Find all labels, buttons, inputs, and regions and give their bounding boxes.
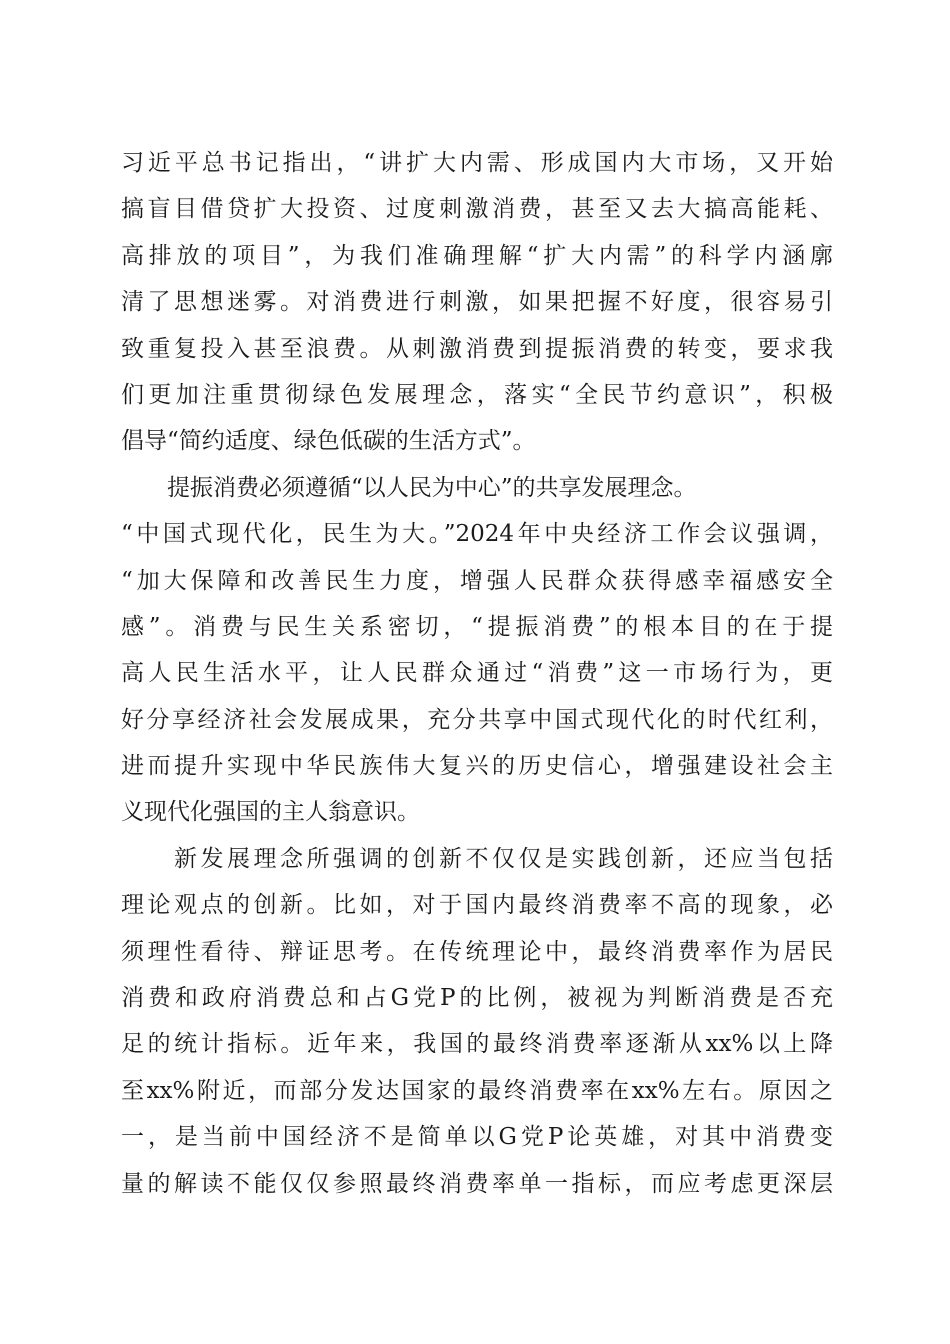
- paragraph-2-line-5: 高人民生活水平，让人民群众通过“消费”这一市场行为，更: [121, 660, 833, 687]
- paragraph-2-line-2: “中国式现代化，民生为大。”2024年中央经济工作会议强调，: [121, 521, 833, 548]
- paragraph-1-line-2: 搞盲目借贷扩大投资、过度刺激消费，甚至又去大搞高能耗、: [121, 196, 833, 223]
- paragraph-1-line-5: 致重复投入甚至浪费。从刺激消费到提振消费的转变，要求我: [121, 335, 833, 362]
- paragraph-3-line-8: 量的解读不能仅仅参照最终消费率单一指标，而应考虑更深层: [121, 1170, 833, 1197]
- paragraph-3-line-3: 须理性看待、辩证思考。在传统理论中，最终消费率作为居民: [121, 938, 833, 965]
- paragraph-1-line-6: 们更加注重贯彻绿色发展理念，落实“全民节约意识”，积极: [121, 381, 833, 408]
- paragraph-1-line-3: 高排放的项目”，为我们准确理解“扩大内需”的科学内涵廓: [121, 242, 833, 269]
- paragraph-2-line-7: 进而提升实现中华民族伟大复兴的历史信心，增强建设社会主: [121, 753, 833, 780]
- paragraph-2-line-3: “加大保障和改善民生力度，增强人民群众获得感幸福感安全: [121, 567, 833, 594]
- paragraph-3-line-7: 一，是当前中国经济不是简单以G党P论英雄，对其中消费变: [121, 1124, 833, 1151]
- paragraph-3-line-6: 至xx%附近，而部分发达国家的最终消费率在xx%左右。原因之: [121, 1077, 833, 1104]
- paragraph-1-line-7: 倡导“简约适度、绿色低碳的生活方式”。: [121, 428, 536, 455]
- paragraph-1-line-4: 清了思想迷雾。对消费进行刺激，如果把握不好度，很容易引: [121, 289, 833, 316]
- paragraph-3-line-2: 理论观点的创新。比如，对于国内最终消费率不高的现象，必: [121, 892, 833, 919]
- paragraph-2-line-1: 提振消费必须遵循“以人民为中心”的共享发展理念。: [121, 474, 697, 501]
- paragraph-2-line-4: 感”。消费与民生关系密切，“提振消费”的根本目的在于提: [121, 613, 833, 640]
- paragraph-2-line-8: 义现代化强国的主人翁意识。: [121, 799, 420, 826]
- paragraph-1-line-1: 习近平总书记指出，“讲扩大内需、形成国内大市场，又开始: [121, 150, 833, 176]
- body-text: [121, 140, 833, 1207]
- paragraph-3-line-4: 消费和政府消费总和占G党P的比例，被视为判断消费是否充: [121, 985, 833, 1012]
- paragraph-2-line-6: 好分享经济社会发展成果，充分共享中国式现代化的时代红利，: [121, 706, 833, 733]
- paragraph-3-line-1: 新发展理念所强调的创新不仅仅是实践创新，还应当包括: [121, 845, 833, 872]
- paragraph-3-line-5: 足的统计指标。近年来，我国的最终消费率逐渐从xx%以上降: [121, 1031, 833, 1058]
